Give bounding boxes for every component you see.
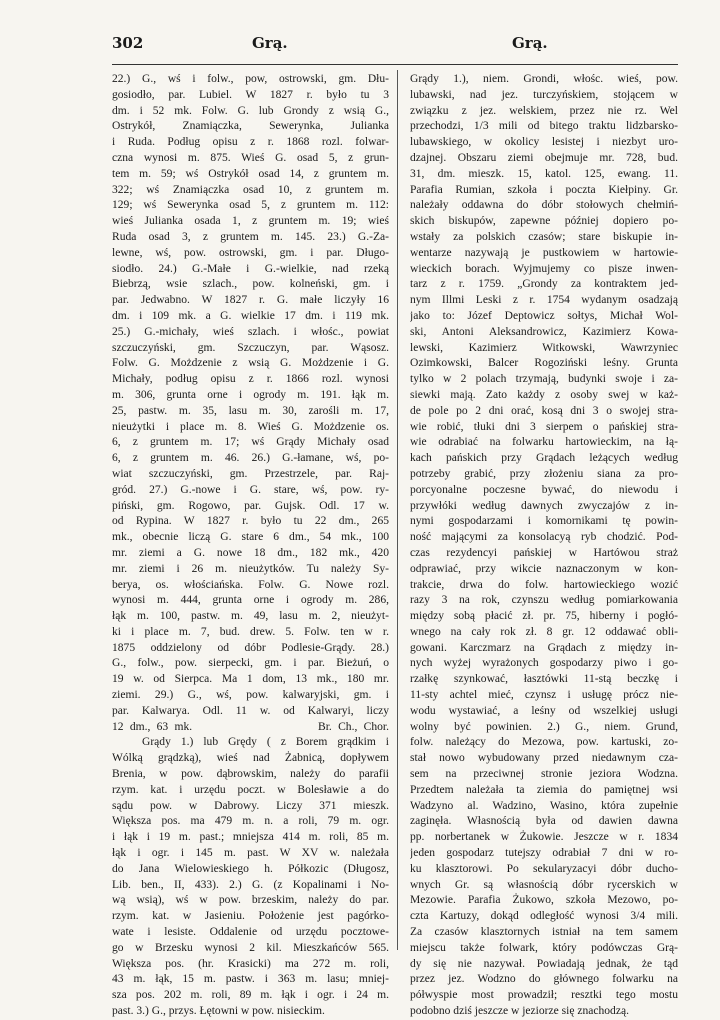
text-line: kach pańskich przy Grądach leżących według — [410, 452, 678, 465]
text-line: mr. ziemi i 26 m. nieużytków. Tu należy Sy- — [112, 562, 389, 575]
text-line: Biebrzą, wsie szlach., pow. kolneński, gm. i — [112, 278, 389, 291]
text-line: Ostrykół, Znamiączka, Sewerynka, Julianka — [112, 120, 389, 133]
text-line: ność mającymi za konsolacyą ryb chodzić. Pod- — [410, 531, 678, 544]
text-line: wstały za polskich czasów; stare biskupie in- — [410, 230, 678, 243]
text-line: 22.) G., wś i folw., pow, ostrowski, gm. Dłu- — [112, 73, 389, 85]
text-line: tarz z r. 1759. „Grondy za kontraktem jed- — [410, 278, 678, 291]
text-line: dy się nie nazywał. Powiadają jednak, że tąd — [410, 957, 678, 970]
text-line: 6, z gruntem m. 46. 26.) G.-łamane, wś, po- — [112, 452, 389, 465]
page-number: 302 — [112, 34, 144, 52]
text-line: dm. i 109 mk. a G. wielkie 17 dm. i 119 mk. — [112, 309, 389, 322]
text-line: podobno dziś jeszcze w jeziorze się znachodzą. — [410, 1005, 629, 1018]
running-head-right: Grą. — [512, 34, 548, 52]
text-line: wentarze nazywają je pustkowiem w hartowie- — [410, 246, 678, 259]
text-line: Większa pos. ma 479 m. n. a roli, 79 m. ogr. — [112, 815, 389, 828]
text-line: Parafia Rumian, szkoła i poczta Kiełpiny. Gr. — [410, 183, 678, 196]
text-line: wynosi m. 444, grunta orne i ogrody m. 286, — [112, 594, 389, 607]
text-line: Większa pos. (hr. Krasicki) ma 272 m. roli, — [112, 957, 389, 970]
text-line: Ruda osad 3, z gruntem m. 145. 23.) G.-Za- — [112, 230, 389, 243]
text-line: piński, gm. Rogowo, par. Gujsk. Odl. 17 w. — [112, 499, 389, 512]
text-line: półwyspie most prowadził; resztki tego mostu — [410, 989, 678, 1002]
text-line: razy 3 na rok, czynszu według pomiarkowania — [410, 594, 678, 607]
text-line: wodu wystawiać, a leśny od wszelkiej usługi — [410, 704, 678, 717]
text-line: związku z jez. welskiem, przez nie rz. Wel — [410, 104, 678, 117]
text-line: gowani. Karczmarz na Grądach z między in- — [410, 641, 678, 654]
text-line: gosiodło, par. Lubiel. W 1827 r. było tu 3 — [112, 88, 389, 101]
text-line: dzajnej. Obszaru ziemi obejmuje mr. 728, bud. — [410, 151, 678, 164]
text-line: zaginęła. Własnością była od dawien dawna — [410, 815, 678, 828]
text-line: wieckich borach. Wyjmujemy co pisze inwen- — [410, 262, 678, 275]
text-line: gród. 27.) G.-nowe i G. stare, wś, pow. ry- — [112, 483, 389, 496]
text-line: 11-sty achtel mieć, czynsz i usługę prócz nie- — [410, 689, 678, 702]
text-line: przywłóki według dawnych zwyczajów z in- — [410, 499, 678, 512]
text-line: wie odrabiać na folwarku hartowieckim, na łą- — [410, 436, 678, 449]
text-line: nymi gospodarzami i komornikami tę powin- — [410, 515, 678, 528]
text-line: Lib. ben., II, 433). 2.) G. (z Kopalinami i No- — [112, 878, 389, 891]
text-line: Za czasów klasztornych istniał na tem samem — [410, 926, 678, 939]
text-line: do Jana Wielowieskiego h. Półkozic (Długosz, — [112, 862, 389, 875]
text-line: wie robić, tłuki dni 3 sierpem o pańskiej stra- — [410, 420, 678, 433]
text-line: czas rezydencyi pańskiej w Hartówou straż — [410, 546, 678, 559]
header-rule — [112, 64, 678, 65]
text-line: par. Kalwarya. Odl. 11 w. od Kalwaryi, liczy — [112, 704, 389, 717]
text-line: Grądy 1.) lub Grędy ( z Borem grądkim i — [112, 736, 389, 749]
text-line: m. 306, grunta orne i ogrody m. 191. łąk m. — [112, 388, 389, 401]
text-line: 31, dm. mieszk. 15, katol. 125, ewang. 11. — [410, 167, 678, 180]
text-line: lewski, Kazimierz Witkowski, Wawrzyniec — [410, 341, 678, 354]
text-line: siewki mają. Zato każdy z osoby swej w każ- — [410, 388, 678, 401]
text-line: wieś Julianka osada 1, z gruntem m. 19; wieś — [112, 215, 389, 228]
text-line: rzałkę szynkować, łasztówki 11-stą beczkę i — [410, 673, 678, 686]
text-line: stał nowo wybudowany przed niedawnym cza- — [410, 752, 678, 765]
text-line: 12 dm., 63 mk. Br. Ch., Chor. — [112, 720, 389, 733]
text-line: go w Brzesku wynosi 2 kil. Mieszkańców 565. — [112, 941, 389, 954]
text-line: potrzeby grabić, przy złożeniu siana za pro- — [410, 467, 678, 480]
text-line: ziemi. 29.) G., wś, pow. kalwaryjski, gm. i — [112, 689, 389, 702]
text-line: sądu pow. w Dabrowy. Liczy 371 mieszk. — [112, 799, 389, 812]
text-line: sem na przeciwnej stronie jeziora Wodzna. — [410, 768, 678, 781]
text-line: lewne, wś, pow. ostrowski, gm. i par. Długo- — [112, 246, 389, 259]
text-line: mr. ziemi a G. nowe 18 dm., 182 mk., 420 — [112, 546, 389, 559]
text-line: przechodzi, 1/3 mili od bitego traktu lidzbarsko- — [410, 120, 678, 133]
text-line: skich biskupów, zapewne później dopiero po- — [410, 215, 678, 228]
text-line: Wadzyno al. Wadzino, Wasino, która zupełnie — [410, 799, 678, 812]
text-line: lubawskiego, w okolicy lesistej i niezbyt uro- — [410, 136, 678, 149]
text-line: par. Jedwabno. W 1827 r. G. małe liczyły 16 — [112, 294, 389, 307]
text-line: jeden gospodarz tutejszy odrabiał 7 dni w ro- — [410, 847, 678, 860]
text-line: między sobą płacić zł. pr. 75, hiberny i pogłó- — [410, 610, 678, 623]
text-line: porcyonalne poczesne bywać, do niewodu i — [410, 483, 678, 496]
text-line: 25, pastw. m. 35, lasu m. 30, zarośli m. 17, — [112, 404, 389, 417]
text-line: wnych Gr. są własnością dóbr rycerskich w — [410, 878, 678, 891]
text-line: Wólką grądzką), wieś nad Żabnicą, dopływem — [112, 752, 389, 765]
text-line: Folw. G. Możdzenie z wsią G. Możdzenie i G. — [112, 357, 389, 370]
text-line: łąk i ogr. i 145 m. past. W XV w. należała — [112, 847, 389, 860]
text-line: czta Kartuzy, dokąd odległość wynosi 3/4 mili. — [410, 910, 678, 923]
text-line: berya, os. włościańska. Folw. G. Nowe rozl. — [112, 578, 389, 591]
text-line: ku klasztorowi. Po sekularyzacyi dóbr ducho- — [410, 862, 678, 875]
text-line: ki i place m. 7, bud. drew. 5. Folw. ten w r. — [112, 625, 389, 638]
text-line: wate i lesiste. Oddalenie od urzędu pocztowe- — [112, 926, 389, 939]
text-line: szczuczyński, gm. Szczuczyn, par. Wąsosz. — [112, 341, 389, 354]
text-line: tem m. 59; wś Ostrykół osad 14, z gruntem m. — [112, 167, 389, 180]
text-line: ski, Antoni Aleksandrowicz, Kazimierz Kowa- — [410, 325, 678, 338]
text-line: pp. norbertanek w Żukowie. Jeszcze w r. 1834 — [410, 831, 678, 844]
text-line: 322; wś Znamiączka osad 10, z gruntem m. — [112, 183, 389, 196]
column-divider — [397, 70, 398, 950]
text-line: 25.) G.-michały, wieś szlach. i włośc., powiat — [112, 325, 389, 338]
text-line: Ozimkowski, Balcer Rogoziński leśny. Grunta — [410, 357, 678, 370]
text-line: Brenia, w pow. dąbrowskim, należy do parafii — [112, 768, 389, 781]
text-line: Grądy 1.), niem. Grondi, włośc. wieś, pow. — [410, 73, 678, 85]
text-line: Michały, podług opisu z r. 1866 rozl. wynosi — [112, 373, 389, 386]
left-column — [112, 72, 389, 1020]
text-line: 43 m. łąk, 15 m. pastw. i 363 m. lasu; mniej- — [112, 973, 389, 986]
text-line: i Ruda. Podług opisu z r. 1868 rozl. folwar- — [112, 136, 389, 149]
text-line: wiat szczuczyński, gm. Przestrzele, par. Raj- — [112, 467, 389, 480]
text-line: dm. i 52 mk. Folw. G. lub Grondy z wsią G., — [112, 104, 389, 117]
text-line: 129; wś Sewerynka osad 5, z gruntem m. 112: — [112, 199, 389, 212]
text-line: wą wsią), wś w pow. brzeskim, należy do par. — [112, 894, 389, 907]
text-line: 19 w. od Sierpca. Ma 1 dom, 13 mk., 180 mr. — [112, 673, 389, 686]
text-line: przez jez. Wodzno do głównego folwarku na — [410, 973, 678, 986]
text-line: nieużytki i place m. 8. Wieś G. Możdzenie os. — [112, 420, 389, 433]
text-line: łąk m. 100, pastw. m. 49, lasu m. 2, nieużyt- — [112, 610, 389, 623]
text-line: od Rypina. W 1827 r. było tu 22 dm., 265 — [112, 515, 389, 528]
text-line: 6, z gruntem m. 17; wś Grądy Michały osad — [112, 436, 389, 449]
text-line: mk., obecnie liczą G. stare 6 dm., 54 mk., 100 — [112, 531, 389, 544]
text-line: lubawski, nad jez. turczyńskiem, stojącem w — [410, 88, 678, 101]
page-header — [112, 34, 622, 54]
text-line: i łąk i 19 m. past.; mniejsza 414 m. roli, 85 m. — [112, 831, 389, 844]
text-line: Przedtem należała ta ziemia do pamiętnej wsi — [410, 783, 678, 796]
text-line: Mezowie. Parafia Żukowo, szkoła Mezowo, po- — [410, 894, 678, 907]
text-line: G., folw., pow. sierpecki, gm. i par. Bieżuń, o — [112, 657, 389, 670]
text-line: siodło. 24.) G.-Małe i G.-wielkie, nad rzeką — [112, 262, 389, 275]
text-line: past. 3.) G., przys. Łętowni w pow. nisieckim. — [112, 1005, 325, 1018]
text-line: odprawiać, przy wikcie naznaczonym w kon- — [410, 562, 678, 575]
text-line: nym Illmi Leski z r. 1754 wydanym osadzają — [410, 294, 678, 307]
right-column — [410, 72, 678, 1020]
text-line: de pole po 2 dni orać, kosą dni 3 o swojej stra- — [410, 404, 678, 417]
text-line: wnego na cały rok zł. 8 gr. 12 oddawać obli- — [410, 625, 678, 638]
text-line: trakcie, drwa do folw. hartowieckiego wozić — [410, 578, 678, 591]
text-line: sza pos. 202 m. roli, 89 m. łąk i ogr. i 24 m. — [112, 989, 389, 1002]
text-line: jako to: Józef Deptowicz sołtys, Michał Wol- — [410, 309, 678, 322]
text-line: folw. należący do Mezowa, pow. kartuski, zo- — [410, 736, 678, 749]
text-line: miejscu także folwark, który podówczas Grą- — [410, 941, 678, 954]
text-line: 1875 oddzielony od dóbr Podlesie-Grądy. 28.) — [112, 641, 389, 654]
text-line: rzym. kat. w Jasieniu. Położenie jest pagórko- — [112, 910, 389, 923]
text-line: należały oddawna do dóbr stołowych chełmiń- — [410, 199, 678, 212]
text-line: wolny być powinien. 2.) G., niem. Grund, — [410, 720, 678, 733]
running-head-left: Grą. — [252, 34, 288, 52]
text-line: czna wynosi m. 875. Wieś G. osad 5, z grun- — [112, 151, 389, 164]
text-line: rzym. kat. i urzędu poczt. w Bolesławie a do — [112, 783, 389, 796]
text-line: nych wyżej wyrażonych gospodarzy piwo i go- — [410, 657, 678, 670]
text-line: tylko w 2 polach trzymają, budynki swoje i za- — [410, 373, 678, 386]
